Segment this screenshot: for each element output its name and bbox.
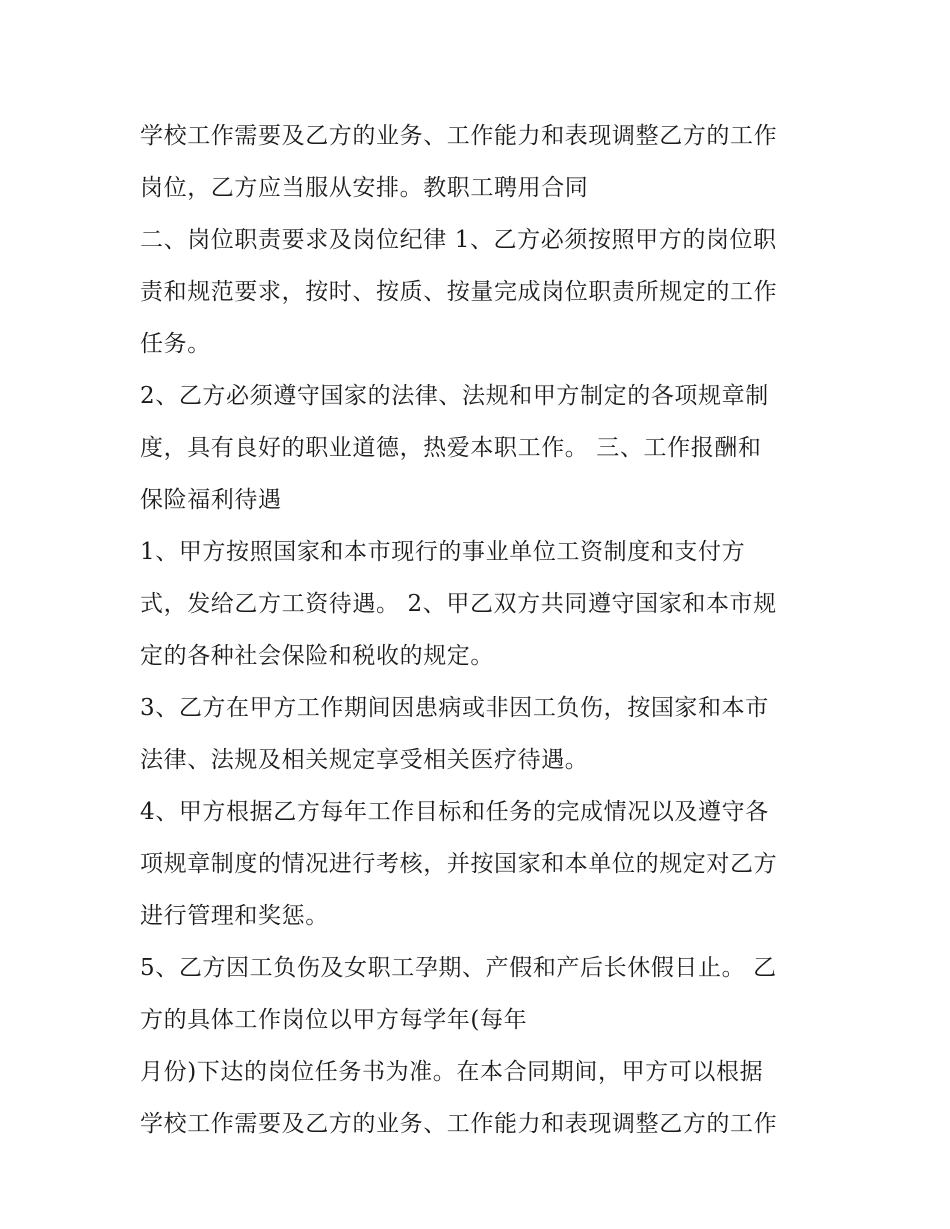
text-line: 定的各种社会保险和税收的规定。	[140, 643, 494, 669]
text-line: 月份)下达的岗位任务书为准。在本合同期间，甲方可以根据	[140, 1059, 764, 1085]
text-line: 5、乙方因工负伤及女职工孕期、产假和产后长休假日止。 乙	[140, 955, 777, 981]
text-line: 1、甲方按照国家和本市现行的事业单位工资制度和支付方	[140, 539, 746, 565]
text-line: 式，发给乙方工资待遇。 2、甲乙双方共同遵守国家和本市规	[140, 591, 777, 617]
text-line: 保险福利待遇	[140, 487, 282, 513]
text-line: 学校工作需要及乙方的业务、工作能力和表现调整乙方的工作	[140, 123, 778, 149]
text-line: 任务。	[140, 331, 211, 357]
text-line: 岗位，乙方应当服从安排。教职工聘用合同	[140, 175, 589, 201]
text-line: 法律、法规及相关规定享受相关医疗待遇。	[140, 747, 589, 773]
text-line: 方的具体工作岗位以甲方每学年(每年	[140, 1007, 528, 1033]
text-line: 二、岗位职责要求及岗位纪律 1、乙方必须按照甲方的岗位职	[140, 227, 777, 253]
text-line: 项规章制度的情况进行考核，并按国家和本单位的规定对乙方	[140, 851, 778, 877]
document-body	[140, 110, 820, 1150]
text-line: 进行管理和奖惩。	[140, 903, 329, 929]
text-line: 度，具有良好的职业道德，热爱本职工作。 三、工作报酬和	[140, 435, 762, 461]
text-line: 2、乙方必须遵守国家的法律、法规和甲方制定的各项规章制	[140, 383, 769, 409]
text-line: 责和规范要求，按时、按质、按量完成岗位职责所规定的工作	[140, 279, 778, 305]
text-line: 4、甲方根据乙方每年工作目标和任务的完成情况以及遵守各	[140, 799, 769, 825]
text-line: 学校工作需要及乙方的业务、工作能力和表现调整乙方的工作	[140, 1111, 778, 1137]
text-line: 3、乙方在甲方工作期间因患病或非因工负伤，按国家和本市	[140, 695, 769, 721]
